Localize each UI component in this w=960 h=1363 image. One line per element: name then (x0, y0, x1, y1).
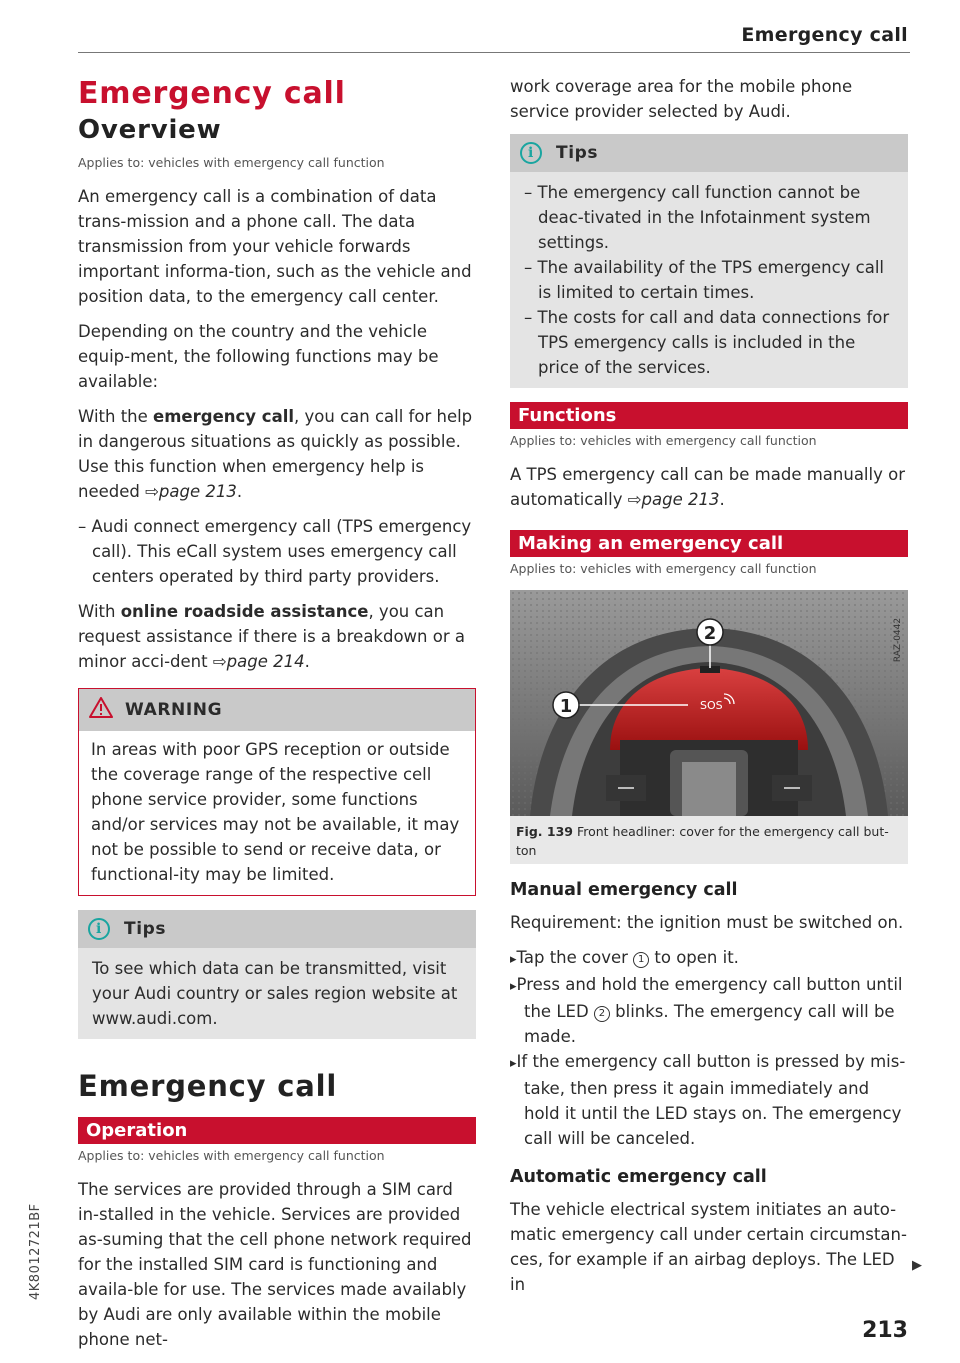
step-item: ▸ If the emergency call button is pressed by mis-take, then press it again immediately and hold it until the LED stays on. The emergency call will be canceled. (510, 1049, 908, 1151)
intro-paragraph: An emergency call is a combination of data trans-mission and a phone call. The data transmission from your vehicle forwards important informa-tion, such as the vehicle and position data, to the emergency call center. (78, 187, 472, 306)
document-code: 4K8012721BF (28, 1203, 43, 1300)
warning-text: In areas with poor GPS reception or outside the coverage range of the respective cell phone service provider, some functions and/or services may not be available, it may not be possible to send or receive data, or functional-ity may be limited. (91, 740, 460, 884)
section-title: Emergency call (78, 1069, 338, 1103)
functions-heading-bar: Functions (510, 402, 908, 429)
tips-header (78, 910, 476, 948)
making-call-heading-bar: Making an emergency call (510, 530, 908, 557)
figure-label: Fig. 139 (516, 824, 573, 839)
warning-triangle-icon (89, 697, 113, 723)
manual-steps (510, 945, 908, 1151)
manual-call-heading: Manual emergency call (510, 880, 738, 900)
tips-title: Tips (556, 143, 599, 163)
tips-box (510, 134, 908, 388)
step-item: ▸ Tap the cover 1 to open it. (510, 945, 908, 972)
right-column (510, 68, 908, 1307)
figure-code: RAZ-0442 (893, 617, 903, 663)
warning-title: WARNING (125, 700, 223, 720)
overview-heading: Overview (78, 115, 222, 145)
list-item: – The availability of the TPS emergency call is limited to certain times. (524, 255, 894, 305)
continue-arrow-icon: ▶ (912, 1258, 922, 1273)
page-ref-link[interactable]: ⇨page 213 (627, 490, 720, 509)
warning-box (78, 688, 476, 896)
applies-note: Applies to: vehicles with emergency call function (510, 433, 817, 448)
emergency-call-term: emergency call (153, 407, 295, 426)
roadside-paragraph: With online roadside assistance, you can request assistance if there is a breakdown or a minor acci-dent ⇨page 214. (78, 602, 465, 671)
list-item: – The emergency call function cannot be deac-tivated in the Infotainment system settings. (524, 180, 894, 255)
running-header-title: Emergency call (741, 24, 908, 46)
automatic-call-paragraph: The vehicle electrical system initiates an auto-matic emergency call under certain circumstan-ces, for example if an airbag deploys. The LED in (510, 1200, 907, 1294)
emergency-call-paragraph: With the emergency call, you can call for help in dangerous situations as quickly as possible. Use this function when emergency help is needed ⇨page 213. (78, 407, 473, 501)
page-title: Emergency call (78, 76, 346, 111)
functions-intro-paragraph: Depending on the country and the vehicle equip-ment, the following functions may be available: (78, 322, 439, 391)
left-column (78, 68, 476, 1362)
functions-paragraph: A TPS emergency call can be made manually or automatically ⇨page 213. (510, 465, 905, 509)
list-item: – Audi connect emergency call (TPS emergency call). This eCall system uses emergency call centers operated by third party providers. (78, 514, 476, 589)
warning-header (79, 689, 475, 731)
applies-note: Applies to: vehicles with emergency call function (78, 1148, 385, 1163)
callout-1-icon: 1 (633, 952, 649, 968)
figure-caption: Fig. 139 Front headliner: cover for the emergency call but-ton (516, 824, 889, 858)
page-ref-link[interactable]: ⇨page 213 (145, 482, 237, 501)
headliner-illustration (510, 590, 908, 816)
header-rule (78, 52, 910, 53)
page-number: 213 (862, 1318, 908, 1343)
tips-header (510, 134, 908, 172)
applies-note: Applies to: vehicles with emergency call function (510, 561, 817, 576)
roadside-term: online roadside assistance (120, 602, 369, 621)
step-item: ▸ Press and hold the emergency call button until the LED 2 blinks. The emergency call will be made. (510, 972, 908, 1049)
operation-paragraph: The services are provided through a SIM card in-stalled in the vehicle. Services are provided as-suming that the cell phone network required for the installed SIM card is functioning and availa-ble for use. The services made availably by Audi are only available within the mobile phone net- (78, 1180, 472, 1349)
callout-2-icon: 2 (594, 1006, 610, 1022)
automatic-call-heading: Automatic emergency call (510, 1167, 767, 1187)
figure-139 (510, 590, 908, 864)
emergency-call-list (78, 514, 476, 589)
page-ref-link[interactable]: ⇨page 214 (212, 652, 305, 671)
info-icon: i (520, 142, 542, 164)
figure-callout-1: 1 (559, 696, 573, 717)
operation-heading-bar: Operation (78, 1117, 476, 1144)
figure-callout-2: 2 (703, 623, 717, 644)
requirement-text: Requirement: the ignition must be switched on. (510, 913, 904, 932)
tips-title: Tips (124, 919, 167, 939)
applies-note: Applies to: vehicles with emergency call function (78, 155, 385, 170)
sos-label: SOS (700, 699, 723, 712)
tips-text: To see which data can be transmitted, visit your Audi country or sales region website at www.audi.com. (92, 959, 458, 1028)
tips-list (524, 180, 894, 380)
continued-paragraph: work coverage area for the mobile phone service provider selected by Audi. (510, 77, 853, 121)
info-icon: i (88, 918, 110, 940)
tips-box (78, 910, 476, 1039)
list-item: – The costs for call and data connections for TPS emergency calls is included in the price of the services. (524, 305, 894, 380)
